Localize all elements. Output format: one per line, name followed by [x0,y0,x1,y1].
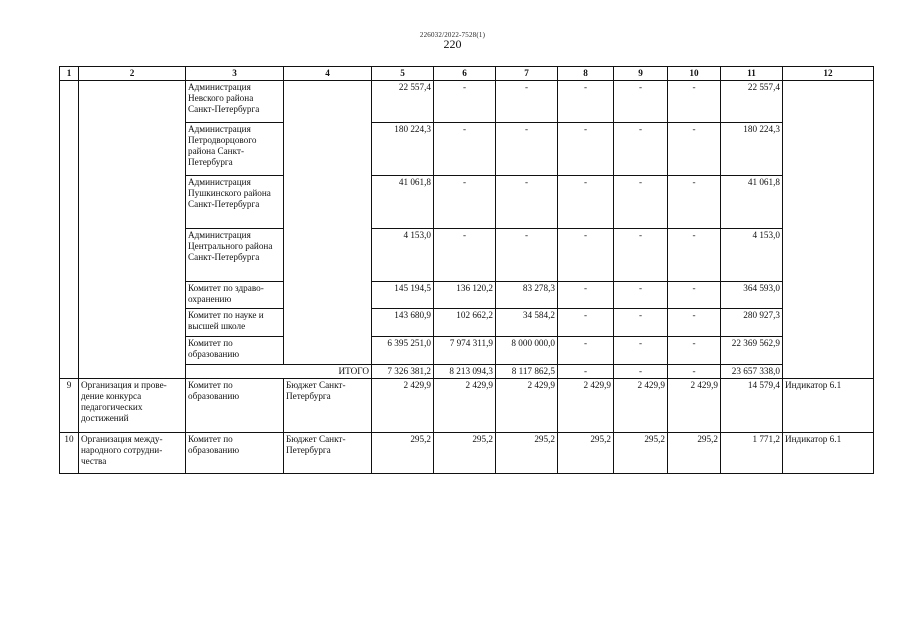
value-cell: 2 429,9 [434,379,496,433]
total-cell: 1 771,2 [721,433,783,474]
executor-cell: Комитет по образованию [186,379,284,433]
total-cell: 364 593,0 [721,282,783,309]
total-cell: 23 657 338,0 [721,365,783,379]
column-header: 7 [496,67,558,81]
value-cell: 180 224,3 [372,123,434,176]
value-cell: - [614,176,668,229]
value-cell: 8 000 000,0 [496,337,558,365]
budget-table [59,66,874,474]
column-header: 10 [668,67,721,81]
event-cell: Организация и прове-дение конкурса педагогических достижений [79,379,186,433]
itogo-label: ИТОГО [186,365,372,379]
executor-cell: Комитет по здраво-охранению [186,282,284,309]
value-cell: 2 429,9 [614,379,668,433]
value-cell: 143 680,9 [372,309,434,337]
indicator-cell: Индикатор 6.1 [783,433,874,474]
column-header: 1 [60,67,79,81]
total-cell: 22 369 562,9 [721,337,783,365]
value-cell: - [558,176,614,229]
executor-cell: Комитет по образованию [186,433,284,474]
value-cell: 8 117 862,5 [496,365,558,379]
event-cell: Организация междy-народного сотрудни-чества [79,433,186,474]
value-cell: - [614,365,668,379]
total-cell: 180 224,3 [721,123,783,176]
total-cell: 41 061,8 [721,176,783,229]
column-header: 12 [783,67,874,81]
value-cell: 295,2 [614,433,668,474]
value-cell: - [558,81,614,123]
source-cell-empty [284,81,372,365]
value-cell: - [668,365,721,379]
value-cell: 8 213 094,3 [434,365,496,379]
page-number: 220 [443,37,462,51]
value-cell: - [614,123,668,176]
value-cell: 7 974 311,9 [434,337,496,365]
value-cell: 2 429,9 [372,379,434,433]
value-cell: - [434,81,496,123]
value-cell: - [668,81,721,123]
value-cell: - [558,365,614,379]
value-cell: - [434,176,496,229]
value-cell: - [434,123,496,176]
cell-num-empty [60,81,79,379]
executor-cell: Комитет по образованию [186,337,284,365]
value-cell: - [558,309,614,337]
total-cell: 14 579,4 [721,379,783,433]
value-cell: - [614,229,668,282]
value-cell: - [668,123,721,176]
column-header: 3 [186,67,284,81]
value-cell: - [668,176,721,229]
total-cell: 4 153,0 [721,229,783,282]
total-cell: 22 557,4 [721,81,783,123]
column-header: 11 [721,67,783,81]
value-cell: - [668,337,721,365]
executor-cell: Администрация Невского района Санкт-Петербурга [186,81,284,123]
value-cell: 41 061,8 [372,176,434,229]
value-cell: - [496,176,558,229]
table-row [60,379,874,433]
value-cell: 2 429,9 [668,379,721,433]
header-row [60,67,874,81]
value-cell: 295,2 [558,433,614,474]
value-cell: - [668,229,721,282]
value-cell: 83 278,3 [496,282,558,309]
column-header: 2 [79,67,186,81]
table-row [60,433,874,474]
value-cell: 295,2 [372,433,434,474]
indicator-cell-empty [783,81,874,379]
value-cell: - [558,229,614,282]
document-registration-code: 226032/2022-7528(1) [419,31,486,39]
value-cell: 136 120,2 [434,282,496,309]
value-cell: - [558,123,614,176]
value-cell: - [614,309,668,337]
column-header: 8 [558,67,614,81]
row-number: 10 [60,433,79,474]
column-header: 9 [614,67,668,81]
value-cell: - [558,337,614,365]
value-cell: - [496,229,558,282]
value-cell: - [434,229,496,282]
value-cell: 2 429,9 [496,379,558,433]
executor-cell: Администрация Петродворцового района Санкт-Петербурга [186,123,284,176]
cell-event-empty [79,81,186,379]
column-header: 4 [284,67,372,81]
source-cell: Бюджет Санкт-Петербурга [284,379,372,433]
value-cell: 7 326 381,2 [372,365,434,379]
source-cell: Бюджет Санкт-Петербурга [284,433,372,474]
table-row [60,81,874,123]
value-cell: - [668,309,721,337]
value-cell: 295,2 [434,433,496,474]
value-cell: - [614,81,668,123]
column-header: 6 [434,67,496,81]
value-cell: - [496,81,558,123]
total-cell: 280 927,3 [721,309,783,337]
column-header: 5 [372,67,434,81]
executor-cell: Комитет по науке и высшей школе [186,309,284,337]
value-cell: 2 429,9 [558,379,614,433]
value-cell: 22 557,4 [372,81,434,123]
value-cell: 4 153,0 [372,229,434,282]
value-cell: 295,2 [668,433,721,474]
value-cell: 102 662,2 [434,309,496,337]
value-cell: - [668,282,721,309]
value-cell: - [558,282,614,309]
value-cell: 145 194,5 [372,282,434,309]
value-cell: 295,2 [496,433,558,474]
row-number: 9 [60,379,79,433]
executor-cell: Администрация Центрального района Санкт-Петербурга [186,229,284,282]
indicator-cell: Индикатор 6.1 [783,379,874,433]
value-cell: 6 395 251,0 [372,337,434,365]
value-cell: - [496,123,558,176]
value-cell: - [614,282,668,309]
value-cell: 34 584,2 [496,309,558,337]
executor-cell: Администрация Пушкинского района Санкт-Петербурга [186,176,284,229]
value-cell: - [614,337,668,365]
